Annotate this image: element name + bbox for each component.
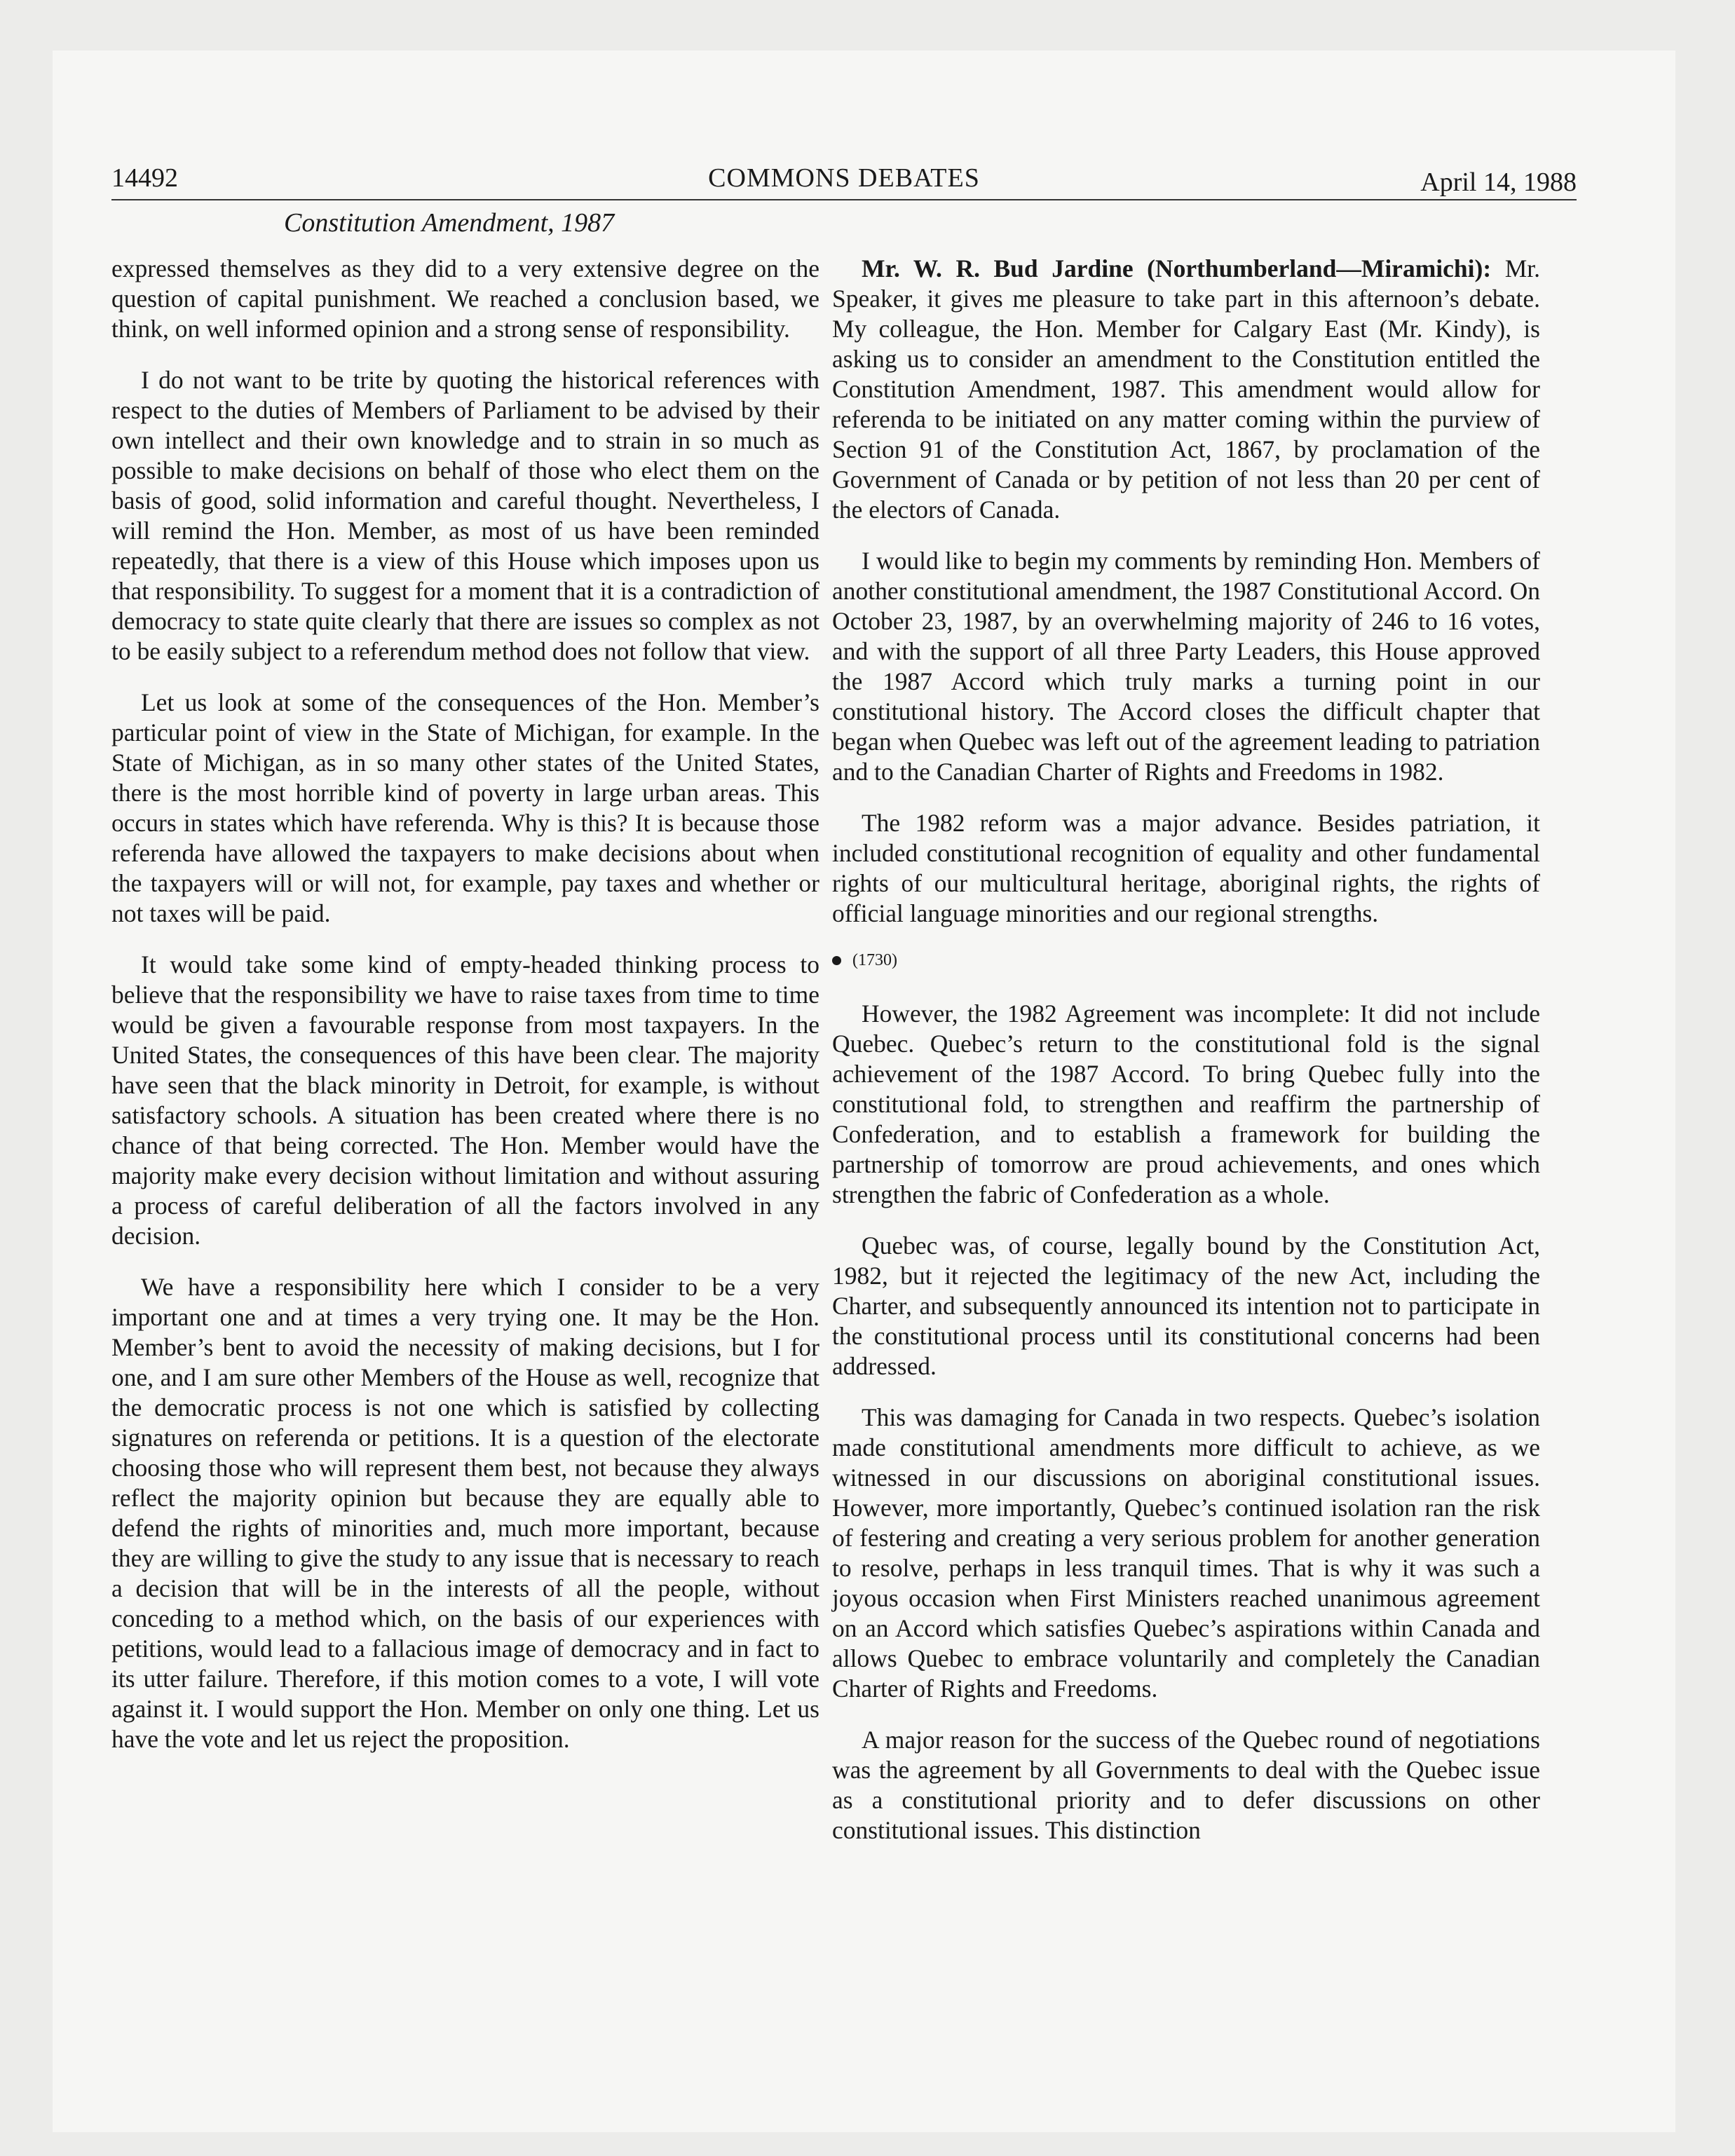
page-number: 14492 — [111, 163, 178, 193]
section-subheading: Constitution Amendment, 1987 — [284, 208, 615, 238]
left-column — [111, 254, 819, 1775]
paragraph: Quebec was, of course, legally bound by the Constitution Act, 1982, but it rejected the legitimacy of the new Act, including the Charter, and subsequently announced its intention not to participate in the constitutional process until its constitutional concerns had been addressed. — [832, 1231, 1540, 1380]
right-column — [832, 254, 1540, 1867]
paragraph: However, the 1982 Agreement was incomplete: It did not include Quebec. Quebec’s return to the constitutional fold is the signal achievement of the 1987 Accord. To bring Quebec fully into the constitutional fold, to strengthen and reaffirm the partnership of Confederation, and to establish a framework for building the partnership of tomorrow are proud achievements, and ones which strengthen the fabric of Confederation as a whole. — [832, 999, 1540, 1208]
bullet-icon — [832, 956, 841, 965]
speaker-name: Mr. W. R. Bud Jardine (Northumberland—Miramichi): — [862, 254, 1492, 282]
paragraph: A major reason for the success of the Quebec round of negotiations was the agreement by all Governments to deal with the Quebec issue as a constitutional priority and to defer discussions on other constitutional issues. This distinction — [832, 1726, 1540, 1844]
publication-title: COMMONS DEBATES — [708, 163, 980, 193]
running-header — [111, 161, 1577, 200]
time-marker-text: (1730) — [852, 951, 897, 969]
time-marker — [832, 950, 1540, 971]
header-date: April 14, 1988 — [1420, 168, 1577, 197]
paragraph: I would like to begin my comments by reminding Hon. Members of another constitutional amendment, the 1987 Constitutional Accord. On October 23, 1987, by an overwhelming majority of 246 to 16 votes, and with the support of all three Party Leaders, this House approved the 1987 Accord which truly marks a turning point in our constitutional history. The Accord closes the difficult chapter that began when Quebec was left out of the agreement leading to patriation and to the Canadian Charter of Rights and Freedoms in 1982. — [832, 547, 1540, 786]
paragraph: I do not want to be trite by quoting the historical references with respect to the duties of Members of Parliament to be advised by their own intellect and their own knowledge and to strain in so much as possible to make decisions on behalf of those who elect them on the basis of good, solid information and careful thought. Nevertheless, I will remind the Hon. Member, as most of us have been reminded repeatedly, that there is a view of this House which imposes upon us that responsibility. To suggest for a moment that it is a contradiction of democracy to state quite clearly that there are issues so complex as not to be easily subject to a referendum method does not follow that view. — [111, 366, 819, 665]
paragraph: We have a responsibility here which I consider to be a very important one and at times a very trying one. It may be the Hon. Member’s bent to avoid the necessity of making decisions, but I for one, and I am sure other Members of the House as well, recognize that the democratic process is not one which is satisfied by collecting signatures on referenda or petitions. It is a question of the electorate choosing those who will represent them best, not because they always reflect the majority opinion but because they are equally able to defend the rights of minorities and, much more important, because they are willing to give the study to any issue that is necessary to reach a decision that will be in the interests of all the people, without conceding to a method which, on the basis of our experiences with petitions, would lead to a fallacious image of democracy and in fact to its utter failure. Therefore, if this motion comes to a vote, I will vote against it. I would support the Hon. Member on only one thing. Let us have the vote and let us reject the proposition. — [111, 1273, 819, 1753]
speech-opening-text: Mr. Speaker, it gives me pleasure to take part in this afternoon’s debate. My colleague, the Hon. Member for Calgary East (Mr. Kindy), is asking us to consider an amendment to the Constitution entitled the Constitution Amendment, 1987. This amendment would allow for referenda to be initiated on any matter coming within the purview of Section 91 of the Constitution Act, 1867, by proclamation of the Government of Canada or by petition of not less than 20 per cent of the electors of Canada. — [832, 254, 1540, 524]
paragraph: Let us look at some of the consequences of the Hon. Member’s particular point of view in the State of Michigan, for example. In the State of Michigan, as in so many other states of the United States, there is the most horrible kind of poverty in large urban areas. This occurs in states which have referenda. Why is this? It is because those referenda have allowed the taxpayers to make decisions about when the taxpayers will or will not, for example, pay taxes and whether or not taxes will be paid. — [111, 688, 819, 927]
paragraph: The 1982 reform was a major advance. Besides patriation, it included constitutional recognition of equality and other fundamental rights of our multicultural heritage, aboriginal rights, the rights of official language minorities and our regional strengths. — [832, 809, 1540, 927]
speech-opening-paragraph — [832, 254, 1540, 525]
document-page — [53, 50, 1675, 2132]
paragraph: It would take some kind of empty-headed thinking process to believe that the responsibility we have to raise taxes from time to time would be given a favourable response from most taxpayers. In the United States, the consequences of this have been clear. The majority have seen that the black minority in Detroit, for example, is without satisfactory schools. A situation has been created where there is no chance of that being corrected. The Hon. Member would have the majority make every decision without limitation and without assuring a process of careful deliberation of all the factors involved in any decision. — [111, 950, 819, 1250]
paragraph: expressed themselves as they did to a very extensive degree on the question of capital punishment. We reached a conclusion based, we think, on well informed opinion and a strong sense of responsibility. — [111, 254, 819, 343]
paragraph: This was damaging for Canada in two respects. Quebec’s isolation made constitutional amendments more difficult to achieve, as we witnessed in our discussions on aboriginal constitutional issues. However, more importantly, Quebec’s continued isolation ran the risk of festering and creating a very serious problem for another generation to resolve, perhaps in less tranquil times. That is why it was such a joyous occasion when First Ministers reached unanimous agreement on an Accord which satisfies Quebec’s aspirations within Canada and allows Quebec to embrace voluntarily and completely the Canadian Charter of Rights and Freedoms. — [832, 1403, 1540, 1703]
